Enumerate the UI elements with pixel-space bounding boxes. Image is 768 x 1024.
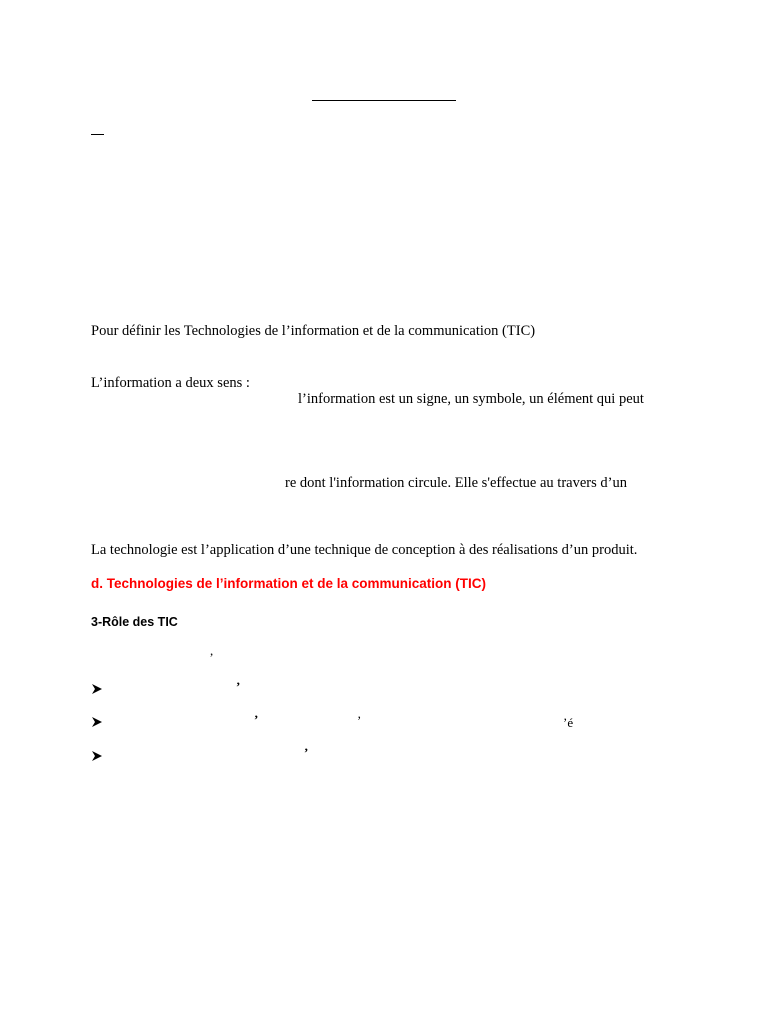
paragraph-information-circulation: re dont l'information circule. Elle s'effectue au travers d’un	[285, 475, 627, 491]
paragraph-technology-definition: La technologie est l’application d’une technique de conception à des réalisations d’un produit.	[91, 542, 638, 558]
dash-mark	[91, 134, 104, 135]
title-underline	[312, 100, 456, 101]
stray-comma: ,	[210, 643, 214, 658]
paragraph-tic-definition: Pour définir les Technologies de l’information et de la communication (TIC)	[91, 323, 536, 339]
section-heading-role: 3-Rôle des TIC	[91, 615, 178, 629]
arrowhead-bullet-icon	[91, 750, 103, 762]
stray-apostrophe: ’	[254, 712, 259, 727]
stray-apostrophe: ’	[357, 713, 362, 728]
stray-apostrophe: ’	[236, 679, 241, 694]
stray-apostrophe: ’	[304, 745, 309, 760]
paragraph-information-sign: l’information est un signe, un symbole, un élément qui peut	[298, 391, 644, 407]
arrowhead-bullet-icon	[91, 716, 103, 728]
arrowhead-bullet-icon	[91, 683, 103, 695]
paragraph-information-senses: L’information a deux sens :	[91, 375, 250, 391]
stray-fragment: ’é	[563, 715, 574, 730]
section-heading-tic: d. Technologies de l’information et de la communication (TIC)	[91, 576, 487, 591]
